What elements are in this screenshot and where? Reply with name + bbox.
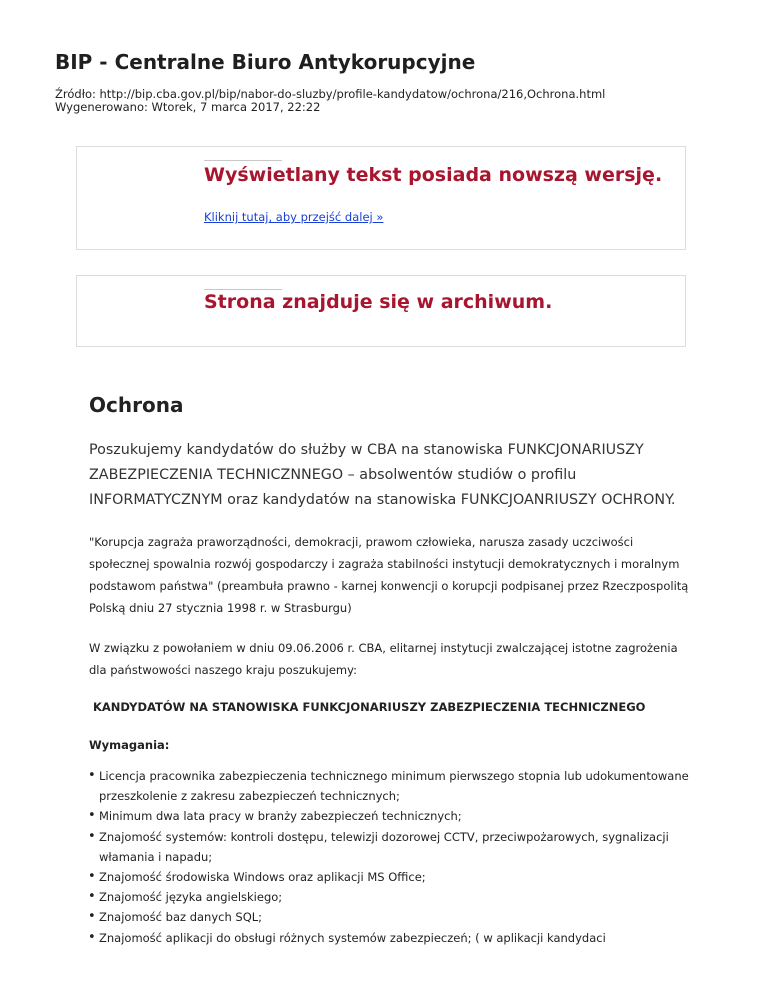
lead-paragraph: Poszukujemy kandydatów do służby w CBA na stanowiska FUNKCJONARIUSZY ZABEZPIECZENIA TECHNICZNNEGO – absolwentów studiów o profilu INFORMATYCZNYM oraz kandydatów na stanowiska FUNKCJOANRIUSZY OCHRONY.: [89, 442, 676, 508]
print-meta: [55, 88, 605, 114]
site-title: BIP - Centralne Biuro Antykorupcyjne: [55, 50, 476, 74]
newer-version-notice: [76, 146, 686, 250]
page-title: Ochrona: [89, 393, 184, 417]
source-url-line: Źródło: http://bip.cba.gov.pl/bip/nabor-do-sluzby/profile-kandydatow/ochrona/216,Ochrona.html: [55, 87, 606, 101]
generated-date-line: Wygenerowano: Wtorek, 7 marca 2017, 22:22: [55, 100, 321, 114]
list-item: • Znajomość środowiska Windows oraz aplikacji MS Office;: [89, 867, 689, 887]
archive-title: Strona znajduje się w archiwum.: [204, 291, 553, 313]
list-item: • Znajomość systemów: kontroli dostępu, telewizji dozorowej CCTV, przeciwpożarowych, sygnalizacji włamania i napadu;: [89, 827, 689, 867]
intro-paragraph: W związku z powołaniem w dniu 09.06.2006 r. CBA, elitarnej instytucji zwalczającej istotne zagrożenia dla państwowości naszego kraju poszukujemy:: [89, 641, 678, 677]
quote-paragraph: "Korupcja zagraża praworządności, demokracji, prawom człowieka, narusza zasady uczciwości społecznej spowalnia rozwój gospodarczy i zagraża stabilności instytucji demokratycznych i moralnym podstawom państwa" (preambuła prawno - karnej konwencji o korupcji podpisanej przez Rzeczpospolitą Polską dniu 27 stycznia 1998 r. w Strasburgu): [89, 535, 689, 615]
list-item: • Licencja pracownika zabezpieczenia technicznego minimum pierwszego stopnia lub udokumentowane przeszkolenie z zakresu zabezpieczeń technicznych;: [89, 766, 689, 806]
go-to-newer-version-link[interactable]: Kliknij tutaj, aby przejść dalej »: [204, 210, 384, 224]
requirements-list: [89, 766, 689, 948]
notice-divider: [204, 289, 282, 290]
article-content: [89, 393, 689, 948]
notice-divider: [204, 160, 282, 161]
section-title: KANDYDATÓW NA STANOWISKA FUNKCJONARIUSZY ZABEZPIECZENIA TECHNICZNEGO: [93, 700, 646, 714]
list-item: • Znajomość baz danych SQL;: [89, 907, 689, 927]
list-item: • Minimum dwa lata pracy w branży zabezpieczeń technicznych;: [89, 806, 689, 826]
list-item: • Znajomość języka angielskiego;: [89, 887, 689, 907]
newer-version-title: Wyświetlany tekst posiada nowszą wersję.: [204, 164, 663, 186]
archive-notice: [76, 275, 686, 347]
list-item: • Znajomość aplikacji do obsługi różnych systemów zabezpieczeń; ( w aplikacji kandydaci: [89, 928, 689, 948]
requirements-heading: Wymagania:: [89, 738, 170, 752]
